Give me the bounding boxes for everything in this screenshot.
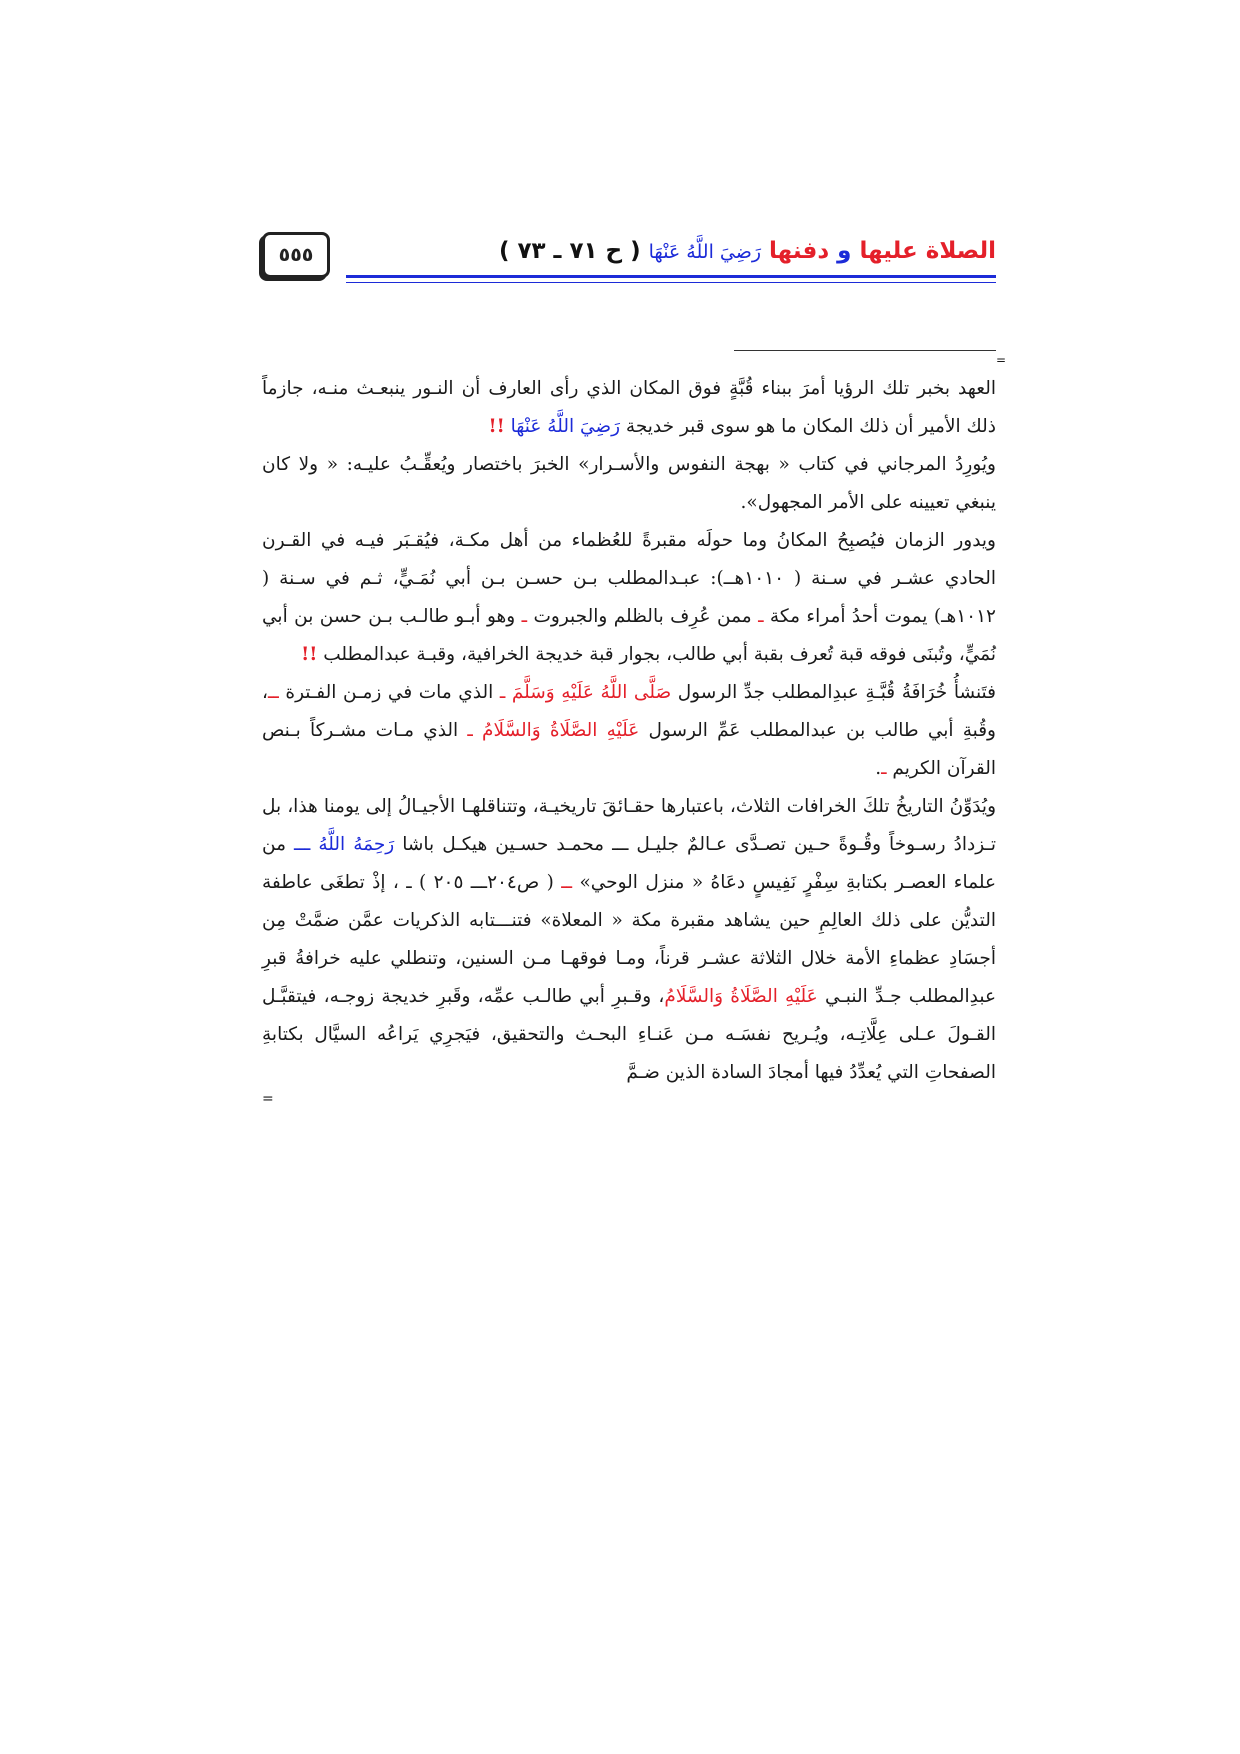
text-segment: ، وقـبرِ أبي طالـب عمِّه، وقَبرِ خديجة زوجـه، فيتقبَّـل القـولَ عـلى عِلَّاتِـه، ويُـريح نفسَـه مـن عَنـاءِ البحـث والتحقيق، فيَجرِي يَراعُه السيَّال بكتابةِ الصفحاتِ التي يُعدِّدُ فيها أمجادَ السادة الذين ضـمَّ [262,986,996,1083]
text-segment: ( ص٢٠٤ـــ ٢٠٥ ) ـ ، إذْ تطغَى عاطفة التديُّن على ذلك العالِمِ حين يشاهد مقبرة مكة « المعلاة» فتنـــتابه الذكريات عمَّن ضمَّتْ مِن أجسَادِ عظماءِ الأمة خلال الثلاثة عشـر قرناً، ومـا فوقهـا مـن السنين، وتنطلي عليه خرافةُ قبرِ عبدِالمطلب جـدِّ النبـي [262,872,997,1007]
text-segment: ويُدَوِّنُ التاريخُ تلكَ الخرافات الثلاث، باعتبارها حقـائقَ تاريخيـة، وتتناقلهـا الأجيـالُ إلى يومنا هذا، بل تـزدادُ رسـوخاً وقُـوةً حـين تصـدَّى عـالمٌ جليـل ـــ محمـد حسـين هيكـل باشا [262,796,996,855]
text-segment [505,682,512,703]
title-part1: الصلاة عليها [859,238,996,264]
paragraph [262,370,996,446]
text-segment: ويدور الزمان فيُصبِحُ المكانُ وما حولَه مقبرةً للعُظماء من أهل مكـة، فيُقـبَر فيـه في القـرن الحادي عشـر في سـنة ( ١٠١٠هــ): عبـدالمطلب بـن حسـن بـن أبي نُمَـيٍّ، ثـم في سـنة ( ١٠١٢هـ) يموت أحدُ أمراء مكة [262,530,996,627]
continuation-mark-bottom: = [262,1091,274,1107]
hadith-reference: ( ح ٧١ ـ ٧٣ ) [498,238,641,264]
continuation-mark-top: = [995,353,1006,367]
page-number-badge: ٥٥٥ [262,232,330,278]
styled-segment: ــ [561,872,573,893]
header-rule-thin [346,282,996,283]
paragraph [262,788,996,1092]
text-segment: الذي مـات مشـركاً بـنص القرآن الكريم [262,720,996,779]
header-rule-thick [346,275,996,278]
text-segment: الذي مات في زمـن الفـترة [278,682,500,703]
footnote-divider-line [734,350,996,351]
text-segment: وهو أبـو طالـب بـن حسن بن أبي نُمَيٍّ، وتُبنَى فوقه قبة تُعرف بقبة أبي طالب، بجوار قبة خديجة الخرافية، وقبـة عبدالمطلب [262,606,996,665]
paragraph [262,522,996,674]
title-part2: دفنها [769,238,830,264]
styled-segment: ـ [499,682,506,703]
styled-segment: ـ [881,758,887,779]
text-segment: ، وقُبةِ أبي طالب بن عبدالمطلب عَمِّ الرسول [262,682,996,741]
footnote-divider [262,350,1006,370]
styled-segment: رَضِيَ اللَّهُ عَنْهَا [510,416,621,437]
styled-segment: ـ [521,606,528,627]
paragraph [262,446,996,522]
styled-segment: عَلَيْهِ الصَّلَاةُ وَالسَّلَامُ [481,720,640,741]
running-title [499,236,996,267]
text-segment: . [875,758,882,779]
text-segment: من علماء العصـر بكتابةِ سِفْرٍ نَفِيسٍ دعَاهُ « منزل الوحي» [262,834,996,893]
text-segment [473,720,482,741]
styled-segment: ــ [267,682,279,703]
styled-segment: عَلَيْهِ الصَّلَاةُ وَالسَّلَامُ [664,986,818,1007]
text-segment: فتَنشأُ خُرَافَةُ قُبَّـةِ عبدِالمطلب جدِّ الرسول [671,682,996,703]
styled-segment: صَلَّى اللَّهُ عَلَيْهِ وَسَلَّمَ [511,682,672,703]
styled-segment: !! [301,644,318,665]
text-segment: ويُورِدُ المرجاني في كتاب « بهجة النفوس والأسـرار» الخبرَ باختصار ويُعقِّـبُ عليـه: « ولا كان ينبغي تعيينه على الأمر المجهول». [262,454,996,513]
styled-segment: ـ [467,720,473,741]
paragraph [262,674,996,788]
honorific-glyph: رَضِيَ اللَّهُ عَنْهَا [648,241,762,263]
title-connector: و [837,238,852,264]
text-segment: ممن عُرِف بالظلم والجبروت [527,606,759,627]
paragraph-list [262,370,996,1092]
styled-segment: رَحِمَهُ اللَّهُ [318,834,395,855]
page-header [262,232,996,292]
styled-segment: !! [488,416,505,437]
styled-segment: ـــ [294,834,311,855]
styled-segment: ـ [758,606,764,627]
footnote-body [262,350,1006,1107]
text-segment: العهد بخبر تلك الرؤيا أمرَ ببناء قُبَّةٍ فوق المكان الذي رأى العارف أن النـور ينبعـث منـه، جازماً ذلك الأمير أن ذلك المكان ما هو سوى قبر خديجة [262,378,996,437]
